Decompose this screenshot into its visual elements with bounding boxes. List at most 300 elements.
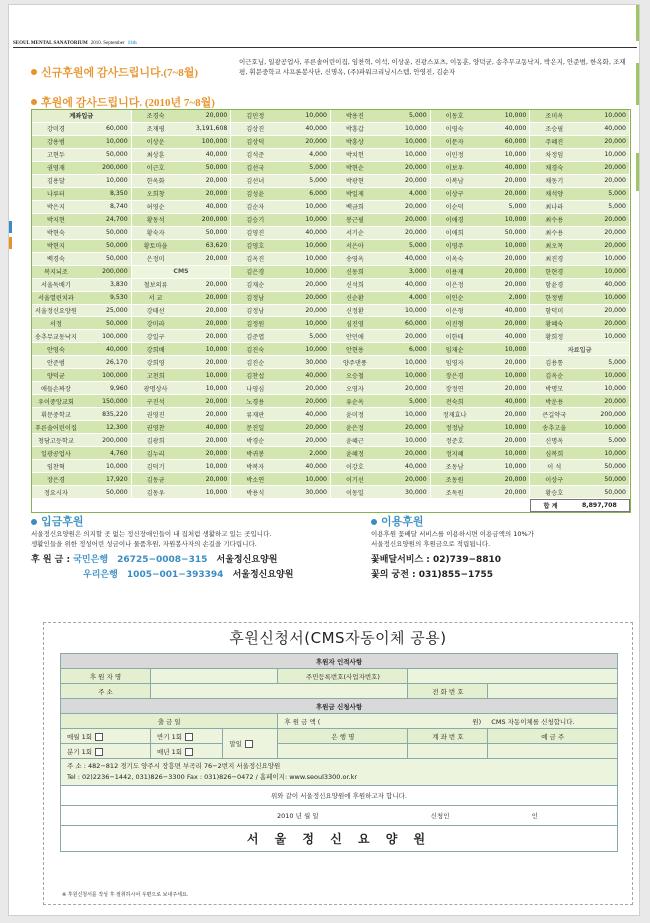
donor-cell	[231, 149, 331, 162]
masthead-date: 2010. September	[90, 41, 125, 46]
donor-cell	[431, 305, 531, 318]
half-option[interactable]	[151, 729, 223, 744]
donor-cell	[431, 240, 531, 253]
donor-amount: 50,000	[604, 462, 626, 470]
donor-name: 박은지	[46, 204, 65, 212]
donor-amount: 20,000	[405, 229, 427, 237]
donor-amount: 4,000	[408, 190, 427, 198]
donor-name: 이상구	[545, 476, 564, 484]
flower-palace: 꽃의 궁전 : 031)855−1755	[371, 570, 494, 580]
donor-amount: 20,000	[205, 112, 228, 120]
donor-cell	[32, 447, 132, 460]
yearly-label: 매년 1회	[157, 747, 183, 756]
donor-amount: 20,000	[205, 449, 228, 457]
donor-amount: 5,000	[309, 332, 327, 340]
donor-amount: 8,350	[109, 190, 128, 198]
donor-amount: 12,300	[106, 423, 128, 431]
donor-amount: 20,000	[604, 306, 626, 314]
donor-amount: 5,000	[508, 203, 527, 211]
donor-name: 신석희	[345, 282, 364, 290]
donor-cell	[132, 356, 232, 369]
donor-cell	[331, 382, 431, 395]
donor-name: 이보우	[445, 165, 464, 173]
donor-amount: 4,000	[408, 294, 427, 302]
donor-name: 김영진	[246, 230, 265, 238]
donor-name: 오희창	[146, 191, 165, 199]
empty-cell	[431, 499, 531, 512]
donor-amount: 10,000	[405, 125, 427, 133]
donor-name: 이민정	[445, 152, 464, 160]
donor-cell	[530, 292, 630, 305]
donor-cell	[431, 434, 531, 447]
donor-name: 김덕기	[146, 463, 165, 471]
donor-amount: 20,000	[604, 242, 626, 250]
rrn-field[interactable]	[408, 669, 618, 684]
rrn-label: 주민등록번호(사업자번호)	[278, 669, 408, 684]
donor-amount: 50,000	[205, 229, 228, 237]
donor-cell	[431, 356, 531, 369]
donor-name: 이 석	[547, 463, 562, 471]
donor-amount: 10,000	[604, 449, 626, 457]
donor-name: 고현두	[46, 152, 65, 160]
donor-cell	[530, 175, 630, 188]
donor-name: 최나라	[545, 204, 564, 212]
donor-amount: 10,000	[405, 306, 427, 314]
donor-cell	[231, 214, 331, 227]
bullet-icon	[371, 519, 377, 525]
donor-name: 최상훈	[146, 152, 165, 160]
donor-name-field[interactable]	[151, 669, 278, 684]
donor-cell	[231, 460, 331, 473]
donor-cell	[231, 486, 331, 499]
donor-cell	[530, 136, 630, 149]
donor-name-label: 후 원 자 명	[61, 669, 151, 684]
donor-table	[31, 109, 631, 513]
donor-name: 강일구	[146, 333, 165, 341]
donor-name: 차정임	[545, 152, 564, 160]
donor-amount: 10,000	[604, 268, 626, 276]
donor-cell	[32, 123, 132, 136]
donor-cell	[431, 266, 531, 279]
donor-cell	[132, 175, 232, 188]
donor-name: 김정남	[246, 295, 265, 303]
donor-amount: 10,000	[106, 177, 128, 185]
donor-amount: 20,000	[205, 475, 228, 483]
donor-amount: 20,000	[405, 216, 427, 224]
donor-name: 조미옥	[545, 113, 564, 121]
quarter-option[interactable]	[61, 744, 151, 759]
donor-amount: 10,000	[504, 423, 527, 431]
donor-cell	[431, 292, 531, 305]
donor-cell	[231, 240, 331, 253]
donor-cell	[431, 175, 531, 188]
donor-name: 정정남	[445, 424, 464, 432]
donor-name: 신순환	[345, 295, 364, 303]
monthly-label: 매월 1회	[67, 732, 93, 741]
donor-cell	[32, 292, 132, 305]
donor-cell	[32, 162, 132, 175]
new-donors-names: 이근호님, 일광공업사, 푸른솔어린이집, 임찬혁, 이석, 이상운, 진광스포츠, 이동훈, 양덕균, 송추무교동낙지, 박은지, 안준범, 한옥화, 조재평, 휘문중학교 샤프론봉사단, 신명옥, (주)파워크리닝시스템, 안영진, 김순자	[239, 58, 626, 76]
donor-name: 구진석	[146, 398, 165, 406]
donor-name: 오영자	[345, 385, 364, 393]
donor-amount: 4,000	[309, 151, 327, 159]
donor-amount: 200,000	[102, 268, 128, 276]
bullet-icon	[31, 99, 37, 105]
donor-cell	[231, 395, 331, 408]
donor-name: 강희배	[146, 346, 165, 354]
donor-name: 장은경	[46, 476, 65, 484]
donor-cell	[331, 214, 431, 227]
side-marker	[9, 221, 12, 233]
donor-name: 이은정	[445, 282, 464, 290]
account2: 1005−001−393394	[126, 570, 224, 580]
donor-cell	[431, 110, 531, 123]
donor-amount: 20,000	[504, 384, 527, 392]
donor-name: 이순덕	[445, 204, 464, 212]
donor-amount: 10,000	[205, 384, 228, 392]
lastday-checkbox[interactable]	[245, 740, 253, 748]
donor-amount: 5,000	[408, 242, 427, 250]
donor-amount: 20,000	[405, 332, 427, 340]
donor-amount: 10,000	[405, 410, 427, 418]
donor-name: 김승기	[246, 217, 265, 225]
donor-name: 김선녀	[246, 178, 265, 186]
donor-cell	[431, 253, 531, 266]
donor-name: 김동우	[146, 489, 165, 497]
yearly-option[interactable]	[151, 744, 223, 759]
donor-name: 박현숙	[46, 230, 65, 238]
donor-name: 안영숙	[46, 346, 65, 354]
donor-name: 청담고등학교	[37, 437, 74, 445]
donor-cell	[132, 460, 232, 473]
donor-amount: 10,000	[604, 294, 626, 302]
donors-heading: 후원에 감사드립니다. (2010년 7~8월)	[41, 97, 215, 109]
donor-cell	[431, 473, 531, 486]
donor-amount: 20,000	[205, 397, 228, 405]
quarter-checkbox[interactable]	[95, 748, 103, 756]
donor-amount: 10,000	[205, 371, 228, 379]
org-address: 주 소 : 482−812 경기도 양주시 장흥면 부곡리 76−2번지 서울정신요양원	[67, 762, 281, 770]
deposit-label: 후 원 금 :	[31, 555, 71, 565]
form-table	[60, 653, 618, 852]
donor-amount: 10,000	[305, 268, 327, 276]
donor-cell	[132, 123, 232, 136]
donor-cell	[231, 188, 331, 201]
donor-cell	[132, 188, 232, 201]
bank-label: 은 행 명	[278, 729, 408, 744]
donor-cell	[231, 317, 331, 330]
donor-name: 황승호	[545, 489, 564, 497]
donor-amount: 10,000	[405, 358, 427, 366]
donor-name: 김재순	[246, 282, 265, 290]
cms-label: CMS 자동이체를 신청합니다.	[491, 717, 575, 726]
donor-cell	[32, 214, 132, 227]
donor-name: 심진영	[345, 320, 364, 328]
donor-cell	[132, 382, 232, 395]
lastday-label: 말일	[229, 740, 242, 748]
address-field[interactable]	[151, 684, 408, 699]
donor-amount: 10,000	[604, 332, 626, 340]
donor-cell	[132, 240, 232, 253]
donor-name: 박지현	[46, 217, 65, 225]
bank1: 국민은행	[73, 555, 109, 565]
donor-cell	[530, 460, 630, 473]
donor-amount: 20,000	[205, 436, 228, 444]
donor-amount: 26,170	[106, 358, 128, 366]
donor-name: 강태선	[146, 307, 165, 315]
donor-cell	[231, 473, 331, 486]
donor-amount: 20,000	[504, 488, 527, 496]
side-marker	[9, 237, 12, 249]
donor-name: 조동남	[445, 463, 464, 471]
donor-amount: 20,000	[504, 319, 527, 327]
donor-cell	[331, 123, 431, 136]
donor-cell	[431, 162, 531, 175]
donor-cell	[32, 382, 132, 395]
donor-cell	[32, 460, 132, 473]
half-checkbox[interactable]	[185, 733, 193, 741]
donor-cell	[132, 162, 232, 175]
donor-amount: 20,000	[205, 332, 228, 340]
donor-name: 정요시자	[43, 489, 68, 497]
org-signature: 서 울 정 신 요 양 원	[61, 826, 618, 852]
account-field[interactable]	[408, 744, 488, 759]
donor-amount: 20,000	[305, 436, 327, 444]
total-value: 8,897,708	[581, 502, 617, 510]
donor-cell	[32, 175, 132, 188]
seal-label: 인	[531, 812, 538, 820]
donor-name: 채석양	[545, 191, 564, 199]
donor-amount: 40,000	[305, 229, 327, 237]
monthly-option[interactable]	[61, 729, 151, 744]
donor-cell	[331, 110, 431, 123]
yearly-checkbox[interactable]	[185, 748, 193, 756]
donor-amount: 10,000	[106, 462, 128, 470]
deposit-heading: 입금후원	[41, 515, 84, 528]
donor-amount: 20,000	[604, 138, 626, 146]
donor-name: 황희정	[545, 333, 564, 341]
lastday-option[interactable]	[223, 729, 278, 759]
donor-name: 김준엽	[246, 333, 265, 341]
masthead-title: SEOUL MENTAL SANATORIUM	[13, 41, 88, 46]
donor-cell	[530, 356, 630, 369]
donor-amount: 20,000	[305, 384, 327, 392]
donor-name: 김용달	[46, 178, 65, 186]
donor-name: 서정	[49, 320, 62, 328]
donor-cell	[431, 382, 531, 395]
donor-amount: 20,000	[604, 319, 626, 327]
donor-amount: 5,000	[408, 112, 427, 120]
donor-amount: 40,000	[504, 397, 527, 405]
donor-amount: 10,000	[604, 384, 626, 392]
donor-cell	[132, 253, 232, 266]
donor-cell	[530, 253, 630, 266]
donor-amount: 20,000	[504, 268, 527, 276]
donor-amount: 10,000	[604, 151, 626, 159]
donor-cell	[530, 266, 630, 279]
donor-name: 허영순	[146, 204, 165, 212]
donor-amount: 20,000	[504, 436, 527, 444]
donor-amount: 3,191,608	[195, 125, 228, 133]
donor-cell	[231, 330, 331, 343]
donor-name: 푸른솔어린이집	[34, 424, 77, 432]
donor-cell	[231, 343, 331, 356]
donor-cell	[331, 201, 431, 214]
donor-amount: 20,000	[405, 475, 427, 483]
donor-name: 권영진	[146, 411, 165, 419]
owner-field[interactable]	[488, 744, 618, 759]
donor-cell	[331, 486, 431, 499]
donor-name: 이인순	[445, 295, 464, 303]
quarter-label: 분기 1회	[67, 747, 93, 756]
donor-cell	[132, 201, 232, 214]
donor-cell	[132, 330, 232, 343]
donor-cell	[530, 317, 630, 330]
donor-name: 이강호	[345, 463, 364, 471]
donor-cell	[431, 279, 531, 292]
donor-name: 이복남	[445, 178, 464, 186]
donor-amount: 40,000	[205, 203, 228, 211]
donor-name: 김옥순	[545, 372, 564, 380]
donor-amount: 30,000	[305, 488, 327, 496]
deposit-account-1	[31, 553, 331, 568]
donor-amount: 3,830	[109, 281, 128, 289]
donor-amount: 10,000	[305, 203, 327, 211]
donor-amount: 40,000	[504, 164, 527, 172]
donor-amount: 20,000	[305, 397, 327, 405]
donor-amount: 40,000	[106, 345, 128, 353]
donor-amount: 20,000	[504, 358, 527, 366]
donor-name: 김민정	[246, 113, 265, 121]
donor-cell	[530, 369, 630, 382]
donor-cell	[32, 136, 132, 149]
donor-name: 최수용	[545, 217, 564, 225]
donor-subheading	[530, 343, 630, 356]
donor-amount: 20,000	[205, 281, 228, 289]
donor-amount: 40,000	[405, 281, 427, 289]
donor-name: 김성윤	[246, 191, 265, 199]
donor-amount: 50,000	[106, 255, 128, 263]
donor-cell	[530, 188, 630, 201]
donor-cell	[431, 149, 531, 162]
donor-cell	[32, 317, 132, 330]
donor-subheading	[132, 266, 232, 279]
donor-name: 류재판	[246, 411, 265, 419]
donor-cell	[530, 305, 630, 318]
deposit-desc1: 서울정신요양원은 의지할 곳 없는 정신장애인들이 내 집처럼 생활하고 있는 곳입니다.	[31, 530, 272, 538]
donor-name: 장정연	[445, 385, 464, 393]
donor-cell	[530, 421, 630, 434]
monthly-checkbox[interactable]	[95, 733, 103, 741]
phone-field[interactable]	[488, 684, 618, 699]
donor-cell	[530, 408, 630, 421]
donor-cell	[32, 395, 132, 408]
donor-name: 양주댄풍	[342, 359, 367, 367]
donor-name: 윤혜근	[345, 437, 364, 445]
donor-amount: 200,000	[600, 410, 626, 418]
donor-amount: 10,000	[504, 242, 527, 250]
amount-label: 후 원 금 액 (	[284, 717, 321, 726]
donor-name: 박운용	[545, 398, 564, 406]
donor-cell	[231, 292, 331, 305]
amount-row[interactable]	[278, 714, 618, 729]
donor-cell	[431, 188, 531, 201]
donor-name: 휘문중학교	[40, 411, 71, 419]
donor-amount: 40,000	[305, 462, 327, 470]
donor-cell	[231, 136, 331, 149]
donor-amount: 20,000	[504, 177, 527, 185]
donor-amount: 40,000	[604, 281, 626, 289]
donor-amount: 40,000	[604, 125, 626, 133]
donor-cell	[32, 279, 132, 292]
form-footnote: ※ 후원신청서를 작성 후 절취하시어 우편으로 보내주세요.	[62, 892, 189, 898]
donor-name: 강희영	[146, 359, 165, 367]
donor-name: 윤은정	[345, 424, 364, 432]
donor-subheading	[32, 110, 132, 123]
donor-name: 조경숙	[146, 113, 165, 121]
donor-name: 박복자	[246, 463, 265, 471]
donor-amount: 20,000	[604, 397, 626, 405]
donor-name: 김누리	[146, 450, 165, 458]
donor-cell	[231, 162, 331, 175]
donor-name: 조재평	[146, 126, 165, 134]
donor-name: 백금희	[345, 204, 364, 212]
deposit-account-2	[31, 568, 331, 583]
donor-name: 김상덕	[246, 139, 265, 147]
donor-amount: 20,000	[405, 449, 427, 457]
donor-amount: 30,000	[305, 358, 327, 366]
donor-cell	[530, 162, 630, 175]
org-contact: Tel : 02)2236−1442, 031)826−3300 Fax : 031)826−0472 / 홈페이지: www.seoul3300.or.kr	[67, 773, 358, 781]
donor-name: 안준범	[46, 359, 65, 367]
donor-cell	[132, 408, 232, 421]
donor-cell	[132, 369, 232, 382]
donor-cell	[331, 330, 431, 343]
binding-strip	[636, 153, 639, 191]
donor-amount: 40,000	[504, 125, 527, 133]
donor-name: 송추무교동낙지	[34, 333, 77, 341]
donor-amount: 20,000	[205, 410, 228, 418]
donor-name: 황토마을	[143, 243, 168, 251]
donor-name: 이용재	[445, 269, 464, 277]
donor-amount: 10,000	[504, 462, 527, 470]
masthead-issue: 11th	[127, 41, 137, 46]
donor-amount: 20,000	[405, 203, 427, 211]
donor-cell	[132, 214, 232, 227]
donor-cell	[431, 447, 531, 460]
donor-name: 김영호	[246, 243, 265, 251]
donor-amount: 10,000	[504, 151, 527, 159]
donor-name: 서 교	[148, 295, 163, 303]
bank-field[interactable]	[278, 744, 408, 759]
donor-amount: 10,000	[504, 449, 527, 457]
donor-name: 전숙희	[445, 398, 464, 406]
donor-name: 큰길약국	[542, 411, 567, 419]
donor-amount: 9,960	[109, 384, 128, 392]
donor-name: 강미경	[46, 126, 65, 134]
donor-cell	[530, 201, 630, 214]
half-label: 반기 1회	[157, 732, 183, 741]
donor-amount: 17,920	[106, 475, 128, 483]
donor-amount: 20,000	[205, 294, 228, 302]
donor-amount: 20,000	[205, 177, 228, 185]
donor-cell	[32, 330, 132, 343]
empty-cell	[231, 499, 331, 512]
donor-name: 유순옥	[345, 398, 364, 406]
date-field[interactable]: 2010 년 월 일	[277, 812, 319, 820]
donor-name: 황혜숙	[545, 320, 564, 328]
donor-cell	[231, 369, 331, 382]
